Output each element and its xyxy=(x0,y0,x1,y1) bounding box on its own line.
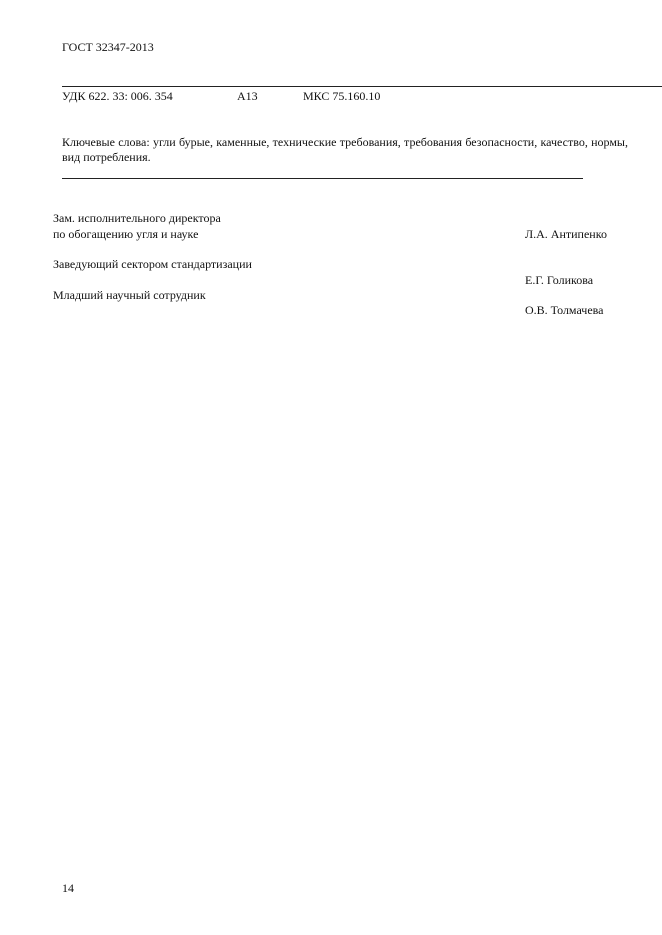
signatory-2-position: Заведующий сектором стандартизации xyxy=(53,257,252,271)
page-number: 14 xyxy=(62,881,74,895)
mks-code: МКС 75.160.10 xyxy=(303,89,381,103)
keywords-paragraph: Ключевые слова: угли бурые, каменные, технические требования, требования безопасности, качество, нормы, вид потребления. xyxy=(62,135,628,164)
header-divider xyxy=(62,86,662,87)
keywords-divider xyxy=(62,178,583,179)
signatory-1-position-line1: Зам. исполнительного директора xyxy=(53,211,221,225)
signatory-2-name: Е.Г. Голикова xyxy=(525,273,594,287)
signatory-1-position-line2: по обогащению угля и науке xyxy=(53,227,199,241)
signatory-1-name: Л.А. Антипенко xyxy=(525,227,607,241)
signatory-3-name: О.В. Толмачева xyxy=(525,303,604,317)
group-code: А13 xyxy=(237,89,258,103)
signatory-3-position: Младший научный сотрудник xyxy=(53,288,206,302)
udk-code: УДК 622. 33: 006. 354 xyxy=(62,89,173,103)
standard-code: ГОСТ 32347-2013 xyxy=(62,40,154,54)
